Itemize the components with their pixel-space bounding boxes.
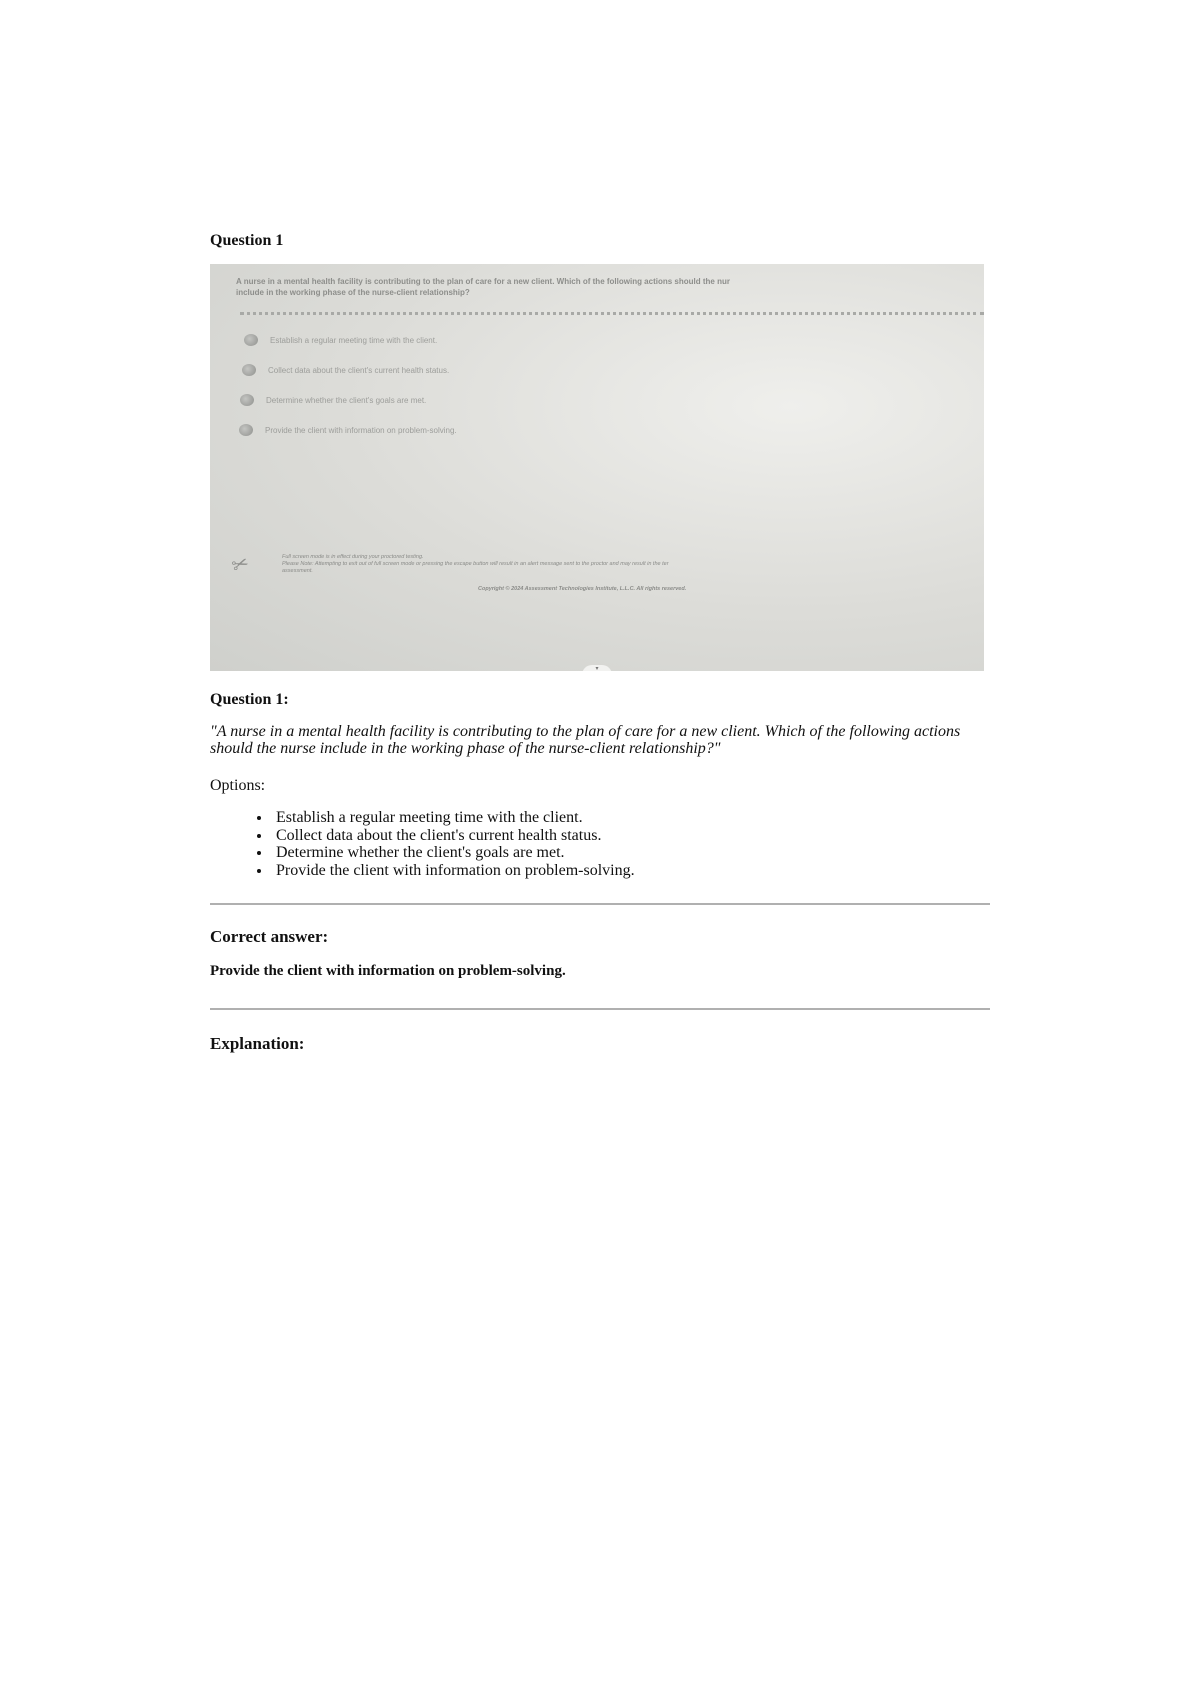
list-item: • Establish a regular meeting time with the client. bbox=[272, 809, 990, 827]
divider bbox=[210, 1008, 990, 1010]
question-text: "A nurse in a mental health facility is contributing to the plan of care for a new client. Which of the following actions should the nurse include in the working phase of the nurse-client relationship?" bbox=[210, 723, 961, 757]
list-item: • Determine whether the client's goals are met. bbox=[272, 844, 990, 862]
screenshot-footer: Full screen mode is in effect during your proctored testing. Please Note: Attempting to exit out of full screen mode or pressing the escape button will result in an alert message sent to the proctor and may result in the ter assessment. bbox=[282, 554, 669, 574]
question-screenshot bbox=[210, 264, 984, 671]
explanation-label: Explanation: bbox=[210, 1034, 305, 1053]
list-item: • Collect data about the client's current health status. bbox=[272, 827, 990, 845]
correct-answer-label: Correct answer: bbox=[210, 927, 329, 946]
list-item: • Provide the client with information on problem-solving. bbox=[272, 862, 990, 880]
correct-answer-text: Provide the client with information on problem-solving. bbox=[210, 963, 566, 979]
screenshot-option-4: Provide the client with information on problem-solving. bbox=[239, 424, 457, 436]
question-label: Question 1: bbox=[210, 691, 289, 708]
chevron-down-icon: ▾ bbox=[582, 665, 612, 671]
options-label: Options: bbox=[210, 777, 266, 794]
radio-icon bbox=[240, 394, 254, 406]
screenshot-option-1: Establish a regular meeting time with the client. bbox=[244, 334, 437, 346]
screenshot-question-line-2: include in the working phase of the nurse-client relationship? bbox=[236, 288, 470, 297]
scissors-icon: ✂ bbox=[228, 551, 253, 579]
screenshot-copyright: Copyright © 2024 Assessment Technologies Institute, L.L.C. All rights reserved. bbox=[478, 586, 687, 592]
radio-icon bbox=[244, 334, 258, 346]
options-list bbox=[210, 809, 990, 879]
screenshot-question-line-1: A nurse in a mental health facility is contributing to the plan of care for a new client. Which of the following actions should the nur bbox=[236, 277, 730, 286]
screenshot-option-3: Determine whether the client's goals are met. bbox=[240, 394, 426, 406]
radio-icon bbox=[239, 424, 253, 436]
screenshot-option-2: Collect data about the client's current health status. bbox=[242, 364, 449, 376]
document-page bbox=[210, 232, 990, 1054]
radio-icon bbox=[242, 364, 256, 376]
screenshot-question-text bbox=[236, 276, 984, 298]
divider bbox=[210, 903, 990, 905]
screenshot-divider bbox=[240, 312, 984, 315]
question-heading: Question 1 bbox=[210, 232, 284, 249]
